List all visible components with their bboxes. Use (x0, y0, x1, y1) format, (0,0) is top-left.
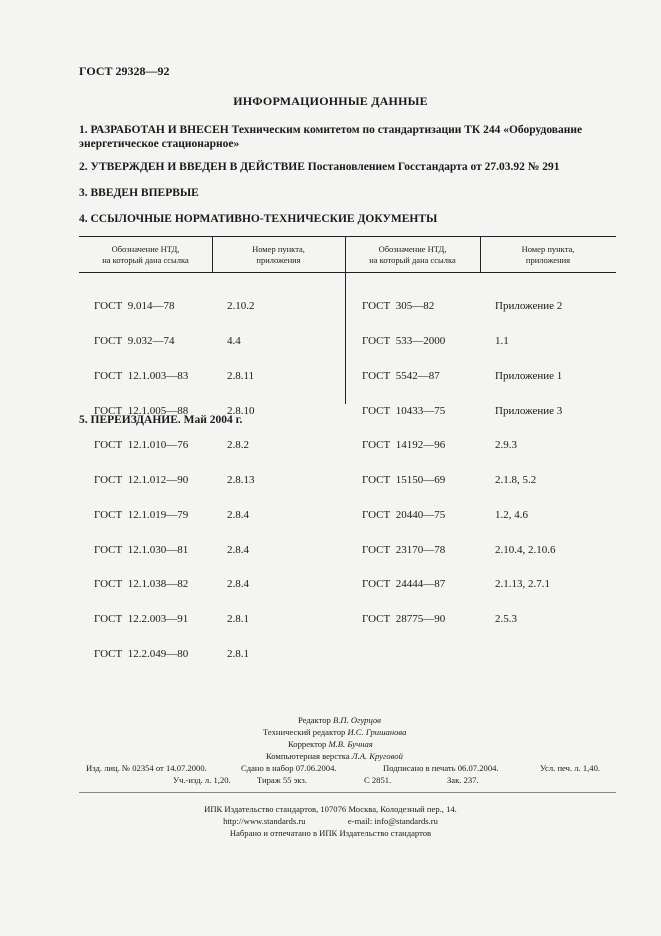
email-link[interactable]: e-mail: info@standards.ru (347, 816, 438, 826)
table-cell: 2.8.4 (227, 508, 249, 521)
header-ntd: Обозначение НТД, на который дана ссылка (102, 244, 189, 265)
table-cell: ГОСТ 12.1.038—82 (94, 578, 189, 591)
table-cell: 2.8.1 (227, 613, 249, 626)
signed-date: Подписано в печать 06.07.2004. (383, 763, 499, 773)
table-cell: ГОСТ 9.032—74 (94, 334, 175, 347)
section-1-heading: 1. РАЗРАБОТАН И ВНЕСЕН (79, 124, 229, 136)
section-4: 4. ССЫЛОЧНЫЕ НОРМАТИВНО-ТЕХНИЧЕСКИЕ ДОКУМЕНТЫ (79, 213, 438, 225)
table-cell: 2.8.4 (227, 543, 249, 556)
table-cell: ГОСТ 9.014—78 (94, 300, 175, 313)
section-3: 3. ВВЕДЕН ВПЕРВЫЕ (79, 187, 199, 199)
section-5-text: Май 2004 г. (180, 414, 243, 426)
table-cell: ГОСТ 20440—75 (362, 508, 446, 521)
table-cell: ГОСТ 533—2000 (362, 334, 446, 347)
publication-details (86, 762, 626, 786)
table-cell: ГОСТ 305—82 (362, 300, 435, 313)
table-cell: Приложение 3 (495, 404, 563, 417)
left-docs-column (94, 278, 188, 684)
page-title: ИНФОРМАЦИОННЫЕ ДАННЫЕ (233, 94, 428, 108)
left-items-column (227, 278, 255, 684)
printed-note: Набрано и отпечатано в ИПК Издательство стандартов (229, 828, 432, 838)
tech-editor-name: И.С. Гришанова (347, 727, 407, 737)
table-cell: 2.8.4 (227, 578, 249, 591)
document-id: ГОСТ 29328—92 (79, 64, 170, 78)
order-c: С 2851. (364, 775, 392, 785)
section-5-heading: 5. ПЕРЕИЗДАНИЕ. (79, 414, 181, 426)
section-2 (79, 160, 615, 174)
section-1 (79, 123, 615, 151)
print-run: Тираж 55 экз. (257, 775, 307, 785)
table-cell: ГОСТ 10433—75 (362, 404, 446, 417)
table-cell: ГОСТ 12.2.049—80 (94, 648, 189, 660)
right-docs-column (362, 278, 445, 649)
right-items-column (495, 278, 562, 649)
table-cell: 2.10.4, 2.10.6 (495, 543, 556, 556)
table-cell: 2.5.3 (495, 613, 517, 626)
table-cell: ГОСТ 12.1.005—88 (94, 404, 189, 417)
license: Изд. лиц. № 02354 от 14.07.2000. (86, 763, 207, 773)
section-2-text: Постановлением Госстандарта от 27.03.92 № 291 (304, 161, 560, 173)
table-cell: 4.4 (227, 334, 241, 347)
section-2-heading: 2. УТВЕРЖДЕН И ВВЕДЕН В ДЕЙСТВИЕ (79, 161, 305, 173)
table-cell: 2.8.10 (227, 404, 255, 417)
website-link[interactable]: http://www.standards.ru (223, 816, 306, 826)
table-header-rule (79, 272, 616, 273)
corrector-name: М.В. Бучная (328, 739, 373, 749)
editorial-staff: Редактор В.П. Огурцов Технический редактор И.С. Гришанова Корректор М.В. Бучная Компьютерная верстка Л.А. Круговой (263, 715, 407, 761)
table-cell: ГОСТ 12.2.003—91 (94, 613, 189, 626)
table-cell: 1.2, 4.6 (495, 508, 528, 521)
table-cell: 2.1.13, 2.7.1 (495, 578, 550, 591)
table-cell: 2.8.2 (227, 439, 249, 452)
table-cell: ГОСТ 24444—87 (362, 578, 446, 591)
table-cell: ГОСТ 12.1.012—90 (94, 474, 189, 487)
table-top-rule (79, 236, 616, 237)
table-cell: ГОСТ 12.1.019—79 (94, 508, 189, 521)
divider (79, 792, 616, 793)
editor-name: В.П. Огурцов (333, 715, 381, 725)
table-cell: ГОСТ 5542—87 (362, 369, 440, 382)
table-cell: ГОСТ 14192—96 (362, 439, 446, 452)
header-item: Номер пункта, приложения (521, 244, 575, 265)
pub-sheets: Уч.-изд. л. 1,20. (173, 775, 231, 785)
table-cell: 1.1 (495, 334, 509, 347)
publisher-info (0, 803, 661, 839)
table-cell: Приложение 1 (495, 369, 563, 382)
table-cell: ГОСТ 28775—90 (362, 613, 446, 626)
section-5 (79, 413, 615, 427)
table-cell: ГОСТ 23170—78 (362, 543, 446, 556)
table-cell: ГОСТ 15150—69 (362, 474, 446, 487)
table-cell: 2.8.13 (227, 474, 255, 487)
table-cell: 2.10.2 (227, 300, 255, 313)
section-1-text: Техническим комитетом по стандартизации ТК 244 «Оборудование энергетическое стационарное» (79, 124, 583, 150)
header-item: Номер пункта, приложения (252, 244, 305, 265)
submitted-date: Сдано в набор 07.06.2004. (241, 763, 337, 773)
header-ntd: Обозначение НТД, на который дана ссылка (369, 244, 456, 265)
order-number: Зак. 237. (447, 775, 479, 785)
table-cell: 2.8.1 (227, 648, 249, 660)
table-cell: ГОСТ 12.1.010—76 (94, 439, 189, 452)
table-cell: 2.9.3 (495, 439, 517, 452)
layout-name: Л.А. Круговой (351, 751, 403, 761)
table-cell: Приложение 2 (495, 300, 563, 313)
table-cell: ГОСТ 12.1.003—83 (94, 369, 189, 382)
print-sheets: Усл. печ. л. 1,40. (540, 763, 601, 773)
table-cell: 2.8.11 (227, 369, 255, 382)
table-cell: ГОСТ 12.1.030—81 (94, 543, 189, 556)
publisher-address: ИПК Издательство стандартов, 107076 Москва, Колодезный пер., 14. (204, 804, 457, 814)
table-cell: 2.1.8, 5.2 (495, 474, 537, 487)
